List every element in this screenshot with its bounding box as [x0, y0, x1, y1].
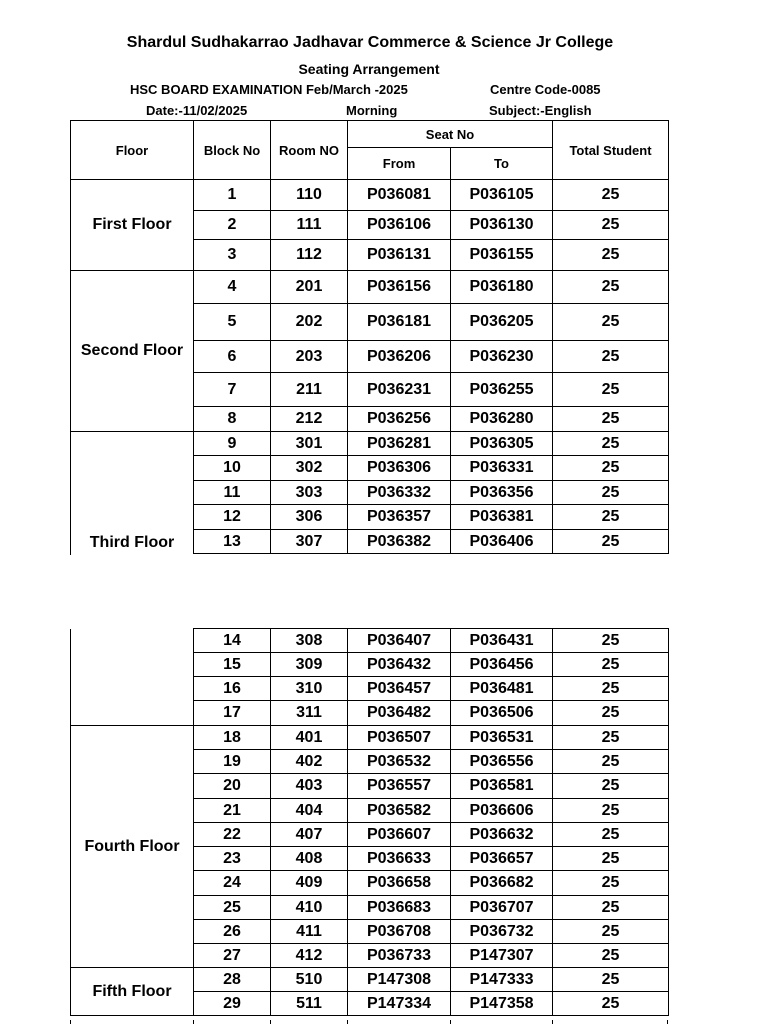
cell-to: P036657 [451, 847, 553, 871]
cell-from: P036708 [348, 920, 451, 944]
cell-to: P036632 [451, 823, 553, 847]
header-rows [71, 121, 669, 180]
cell-total: 25 [553, 304, 669, 341]
exam-subject: Subject:-English [489, 103, 592, 118]
col-header-from: From [348, 148, 451, 180]
floor-label [71, 629, 194, 726]
cell-total: 25 [553, 726, 669, 750]
cell-from: P036106 [348, 211, 451, 240]
table-body-top [71, 180, 669, 554]
cell-room: 202 [271, 304, 348, 341]
cell-total: 25 [553, 968, 669, 992]
cell-to: P036205 [451, 304, 553, 341]
exam-name: HSC BOARD EXAMINATION Feb/March -2025 [130, 82, 408, 97]
cell-total: 25 [553, 774, 669, 799]
table-row [71, 432, 669, 456]
cell-total: 25 [553, 823, 669, 847]
cell-from: P036532 [348, 750, 451, 774]
cell-block: 24 [194, 871, 271, 896]
cell-to: P036556 [451, 750, 553, 774]
col-header-to: To [451, 148, 553, 180]
cell-block: 29 [194, 992, 271, 1016]
cell-total: 25 [553, 341, 669, 373]
cell-block: 19 [194, 750, 271, 774]
cell-block: 26 [194, 920, 271, 944]
cell-room: 404 [271, 799, 348, 823]
cell-to: P036356 [451, 481, 553, 505]
cell-from: P036457 [348, 677, 451, 701]
cell-room: 301 [271, 432, 348, 456]
cell-to: P036255 [451, 373, 553, 407]
cell-total: 25 [553, 847, 669, 871]
cell-from: P036507 [348, 726, 451, 750]
cell-room: 212 [271, 407, 348, 432]
cell-to: P036606 [451, 799, 553, 823]
cell-total: 25 [553, 799, 669, 823]
cell-block: 1 [194, 180, 271, 211]
cell-room: 309 [271, 653, 348, 677]
table-body-bottom [71, 629, 669, 1016]
cell-total: 25 [553, 373, 669, 407]
cell-to: P036331 [451, 456, 553, 481]
cell-from: P036281 [348, 432, 451, 456]
seating-table-continued [70, 628, 669, 1016]
cell-block: 28 [194, 968, 271, 992]
cell-total: 25 [553, 653, 669, 677]
cell-block: 25 [194, 896, 271, 920]
cell-block: 15 [194, 653, 271, 677]
cell-from: P036357 [348, 505, 451, 530]
cell-to: P036506 [451, 701, 553, 726]
cell-block: 11 [194, 481, 271, 505]
cell-total: 25 [553, 505, 669, 530]
cell-room: 306 [271, 505, 348, 530]
cell-total: 25 [553, 701, 669, 726]
cell-to: P036531 [451, 726, 553, 750]
cell-from: P036131 [348, 240, 451, 271]
table-row [71, 726, 669, 750]
cell-total: 25 [553, 871, 669, 896]
col-header-floor: Floor [71, 121, 194, 180]
cell-from: P036683 [348, 896, 451, 920]
cell-block: 14 [194, 629, 271, 653]
cell-room: 203 [271, 341, 348, 373]
cell-from: P036081 [348, 180, 451, 211]
col-header-total: Total Student [553, 121, 669, 180]
cell-block: 5 [194, 304, 271, 341]
cell-room: 110 [271, 180, 348, 211]
cell-from: P036607 [348, 823, 451, 847]
cell-total: 25 [553, 481, 669, 505]
cell-total: 25 [553, 211, 669, 240]
cell-room: 510 [271, 968, 348, 992]
cell-block: 13 [194, 530, 271, 554]
cell-room: 308 [271, 629, 348, 653]
cell-block: 17 [194, 701, 271, 726]
cell-from: P036231 [348, 373, 451, 407]
cell-from: P036557 [348, 774, 451, 799]
cell-room: 310 [271, 677, 348, 701]
col-header-seat: Seat No [348, 121, 553, 148]
cell-block: 2 [194, 211, 271, 240]
cell-total: 25 [553, 432, 669, 456]
table-row [71, 629, 669, 653]
cell-from: P036733 [348, 944, 451, 968]
cell-total: 25 [553, 944, 669, 968]
cell-block: 10 [194, 456, 271, 481]
cell-total: 25 [553, 530, 669, 554]
cell-from: P036332 [348, 481, 451, 505]
cell-room: 407 [271, 823, 348, 847]
cell-to: P036732 [451, 920, 553, 944]
cell-room: 307 [271, 530, 348, 554]
cell-total: 25 [553, 407, 669, 432]
cell-block: 6 [194, 341, 271, 373]
cell-to: P036406 [451, 530, 553, 554]
cell-room: 410 [271, 896, 348, 920]
cell-room: 408 [271, 847, 348, 871]
document-title: Seating Arrangement [298, 61, 440, 77]
floor-label: First Floor [71, 180, 194, 271]
table-cut-top [70, 551, 668, 555]
cell-total: 25 [553, 629, 669, 653]
exam-session: Morning [346, 103, 398, 118]
cell-room: 112 [271, 240, 348, 271]
cell-from: P036633 [348, 847, 451, 871]
cell-block: 20 [194, 774, 271, 799]
cell-to: P036105 [451, 180, 553, 211]
cell-room: 303 [271, 481, 348, 505]
centre-code: Centre Code-0085 [490, 82, 601, 97]
col-header-block: Block No [194, 121, 271, 180]
cell-block: 9 [194, 432, 271, 456]
cell-to: P036682 [451, 871, 553, 896]
cell-block: 8 [194, 407, 271, 432]
cell-room: 511 [271, 992, 348, 1016]
cell-room: 311 [271, 701, 348, 726]
table-row [71, 180, 669, 211]
cell-to: P036280 [451, 407, 553, 432]
cell-from: P036582 [348, 799, 451, 823]
cell-room: 412 [271, 944, 348, 968]
cell-to: P036481 [451, 677, 553, 701]
cell-block: 22 [194, 823, 271, 847]
cell-to: P036431 [451, 629, 553, 653]
cell-from: P036407 [348, 629, 451, 653]
cell-total: 25 [553, 456, 669, 481]
cell-room: 403 [271, 774, 348, 799]
cell-from: P036181 [348, 304, 451, 341]
cell-to: P036230 [451, 341, 553, 373]
table-row [71, 271, 669, 304]
cell-block: 18 [194, 726, 271, 750]
cell-from: P036482 [348, 701, 451, 726]
floor-label: Fourth Floor [71, 726, 194, 968]
cell-from: P036256 [348, 407, 451, 432]
cell-from: P036432 [348, 653, 451, 677]
floor-label: Third Floor [71, 432, 194, 554]
cell-to: P036581 [451, 774, 553, 799]
table-row [71, 968, 669, 992]
cell-block: 27 [194, 944, 271, 968]
exam-date: Date:-11/02/2025 [146, 103, 248, 118]
cell-total: 25 [553, 180, 669, 211]
cell-total: 25 [553, 750, 669, 774]
floor-label: Second Floor [71, 271, 194, 432]
cell-room: 409 [271, 871, 348, 896]
cell-from: P147334 [348, 992, 451, 1016]
cell-to: P147333 [451, 968, 553, 992]
cell-room: 211 [271, 373, 348, 407]
cell-block: 7 [194, 373, 271, 407]
cell-block: 12 [194, 505, 271, 530]
cell-from: P036382 [348, 530, 451, 554]
floor-label: Fifth Floor [71, 968, 194, 1016]
col-header-room: Room NO [271, 121, 348, 180]
cell-to: P036155 [451, 240, 553, 271]
cell-to: P036456 [451, 653, 553, 677]
table-cut-bottom [70, 1020, 668, 1024]
cell-total: 25 [553, 271, 669, 304]
cell-from: P147308 [348, 968, 451, 992]
cell-from: P036306 [348, 456, 451, 481]
cell-block: 16 [194, 677, 271, 701]
college-title: Shardul Sudhakarrao Jadhavar Commerce & Science Jr College [126, 34, 614, 51]
cell-room: 401 [271, 726, 348, 750]
cell-from: P036206 [348, 341, 451, 373]
cell-from: P036658 [348, 871, 451, 896]
cell-room: 302 [271, 456, 348, 481]
cell-block: 4 [194, 271, 271, 304]
cell-total: 25 [553, 677, 669, 701]
cell-total: 25 [553, 992, 669, 1016]
cell-to: P147358 [451, 992, 553, 1016]
cell-block: 21 [194, 799, 271, 823]
cell-to: P036707 [451, 896, 553, 920]
cell-to: P147307 [451, 944, 553, 968]
cell-room: 402 [271, 750, 348, 774]
cell-room: 201 [271, 271, 348, 304]
cell-room: 411 [271, 920, 348, 944]
cell-block: 3 [194, 240, 271, 271]
seating-table [70, 120, 669, 554]
cell-to: P036180 [451, 271, 553, 304]
cell-total: 25 [553, 920, 669, 944]
cell-to: P036381 [451, 505, 553, 530]
cell-to: P036305 [451, 432, 553, 456]
cell-to: P036130 [451, 211, 553, 240]
cell-from: P036156 [348, 271, 451, 304]
cell-total: 25 [553, 896, 669, 920]
cell-total: 25 [553, 240, 669, 271]
cell-block: 23 [194, 847, 271, 871]
cell-room: 111 [271, 211, 348, 240]
